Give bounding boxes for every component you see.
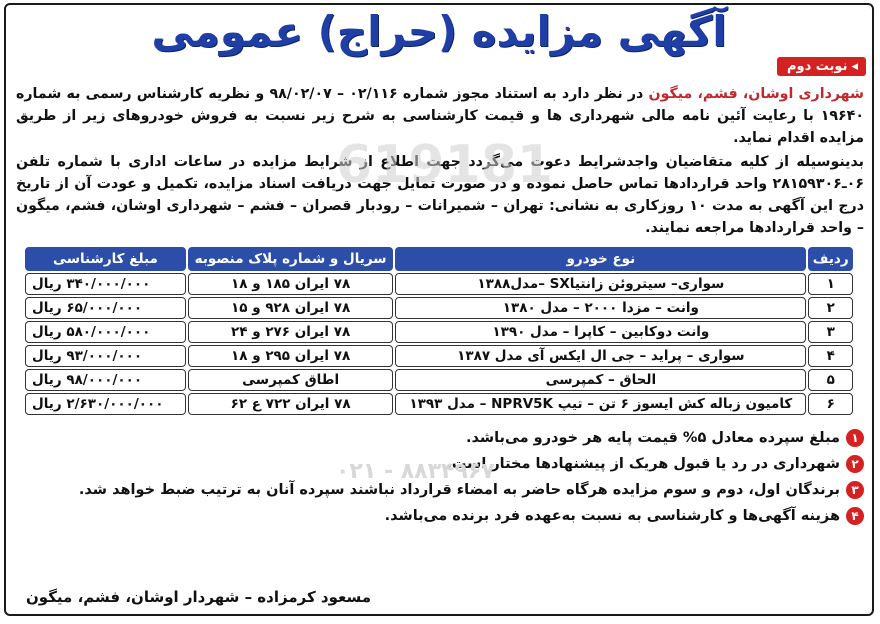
page-title: آگهی مزایده (حراج) عمومی	[151, 7, 727, 56]
plate-serial: ۷۸ ایران ۱۸۵ و ۱۸	[188, 273, 393, 295]
vehicles-table	[23, 245, 855, 417]
signature: مسعود کرمزاده – شهردار اوشان، فشم، میگون	[26, 588, 372, 606]
condition-text: برندگان اول، دوم و سوم مزایده هرگاه حاضر به امضاء قرارداد نباشند سپرده آنان به ترتیب ضبط خواهد شد.	[78, 481, 840, 498]
condition-text: شهرداری در رد یا قبول هریک از پیشنهادها مختار است.	[446, 455, 840, 472]
number-badge-icon: ۱	[846, 429, 864, 447]
municipality-name: شهرداری اوشان، فشم، میگون	[648, 86, 864, 102]
vehicle-type: وانت – مزدا ۲۰۰۰ – مدل ۱۳۸۰	[395, 297, 806, 319]
round-badge: ◂ نوبت دوم	[777, 57, 866, 76]
appraised-price: ۶۵/۰۰۰/۰۰۰ ریال	[25, 297, 186, 319]
table-row	[25, 321, 853, 343]
table-row	[25, 273, 853, 295]
table-row	[25, 345, 853, 367]
vehicle-type: کامیون زباله کش ایسوز ۶ تن – تیپ NPRV5K – مدل ۱۳۹۳	[395, 393, 806, 415]
condition-text: مبلغ سپرده معادل ۵% قیمت پایه هر خودرو می‌باشد.	[465, 429, 840, 446]
row-number: ۲	[808, 297, 853, 319]
number-badge-icon: ۴	[846, 507, 864, 525]
intro-paragraph	[6, 83, 872, 149]
header-row-number: ردیف	[808, 247, 853, 271]
appraised-price: ۵۸۰/۰۰۰/۰۰۰ ریال	[25, 321, 186, 343]
table-header-row	[25, 247, 853, 271]
plate-serial: ۷۸ ایران ۷۲۲ ع ۶۲	[188, 393, 393, 415]
title-area	[6, 5, 872, 63]
number-badge-icon: ۲	[846, 455, 864, 473]
row-number: ۴	[808, 345, 853, 367]
plate-serial: ۷۸ ایران ۲۹۵ و ۱۸	[188, 345, 393, 367]
phone-watermark: ۰۲۱ - ۸۸۳۴۹۶۷	[336, 459, 495, 484]
vehicle-type: الحاق – کمپرسی	[395, 369, 806, 391]
condition-text: هزینه آگهی‌ها و کارشناسی به نسبت به‌عهده فرد برنده می‌باشد.	[384, 507, 840, 524]
appraised-price: ۹۸/۰۰۰/۰۰۰ ریال	[25, 369, 186, 391]
header-vehicle-type: نوع خودرو	[395, 247, 806, 271]
appraised-price: ۲/۶۳۰/۰۰۰/۰۰۰ ریال	[25, 393, 186, 415]
plate-serial: ۷۸ ایران ۲۷۶ و ۲۴	[188, 321, 393, 343]
row-number: ۵	[808, 369, 853, 391]
invitation-paragraph: بدینوسیله از کلیه متقاضیان واجدشرایط دعوت می‌گردد جهت اطلاع از شرایط مزایده در ساعات اداری با شماره تلفن ۰۶ـ۲۸۱۵۹۳۰۶ واحد قراردادها تماس حاصل نموده و در صورت تمایل جهت دریافت اسناد مزایده، تکمیل و عودت آن از تاریخ درج این آگهی به مدت ۱۰ روزکاری به نشانی: تهران – شمیرانات – رودبار قصران – فشم – شهرداری اوشان، فشم، میگون – واحد قراردادها مراجعه نمایند.	[16, 154, 864, 236]
condition-item	[14, 503, 864, 529]
table-row	[25, 369, 853, 391]
appraised-price: ۹۳/۰۰۰/۰۰۰ ریال	[25, 345, 186, 367]
vehicle-type: سواری– سیتروئن زانتیاSX –مدل۱۳۸۸	[395, 273, 806, 295]
condition-item	[14, 425, 864, 451]
header-plate-serial: سریال و شماره پلاک منصوبه	[188, 247, 393, 271]
header-appraised-price: مبلغ کارشناسی	[25, 247, 186, 271]
table-row	[25, 393, 853, 415]
plate-serial: ۷۸ ایران ۹۲۸ و ۱۵	[188, 297, 393, 319]
intro-text: در نظر دارد به استناد مجوز شماره ۰۲/۱۱۶ – ۹۸/۰۲/۰۷ و نظریه کارشناس رسمی به شماره ۱۹۶۴۰ با رعایت آئین نامه مالی شهرداری ها و قیمت کارشناسی به شرح زیر نسبت به فروش خودروهای زیر از طریق مزایده اقدام نماید.	[16, 86, 864, 146]
plate-serial: اطاق کمپرسی	[188, 369, 393, 391]
table-row	[25, 297, 853, 319]
row-number: ۱	[808, 273, 853, 295]
vehicle-type: سواری – پراید – جی ال ایکس آی مدل ۱۳۸۷	[395, 345, 806, 367]
number-badge-icon: ۳	[846, 481, 864, 499]
vehicle-type: وانت دوکابین – کاپرا – مدل ۱۳۹۰	[395, 321, 806, 343]
row-number: ۶	[808, 393, 853, 415]
appraised-price: ۳۴۰/۰۰۰/۰۰۰ ریال	[25, 273, 186, 295]
auction-notice	[4, 3, 874, 616]
watermark: 619181	[336, 135, 554, 195]
row-number: ۳	[808, 321, 853, 343]
